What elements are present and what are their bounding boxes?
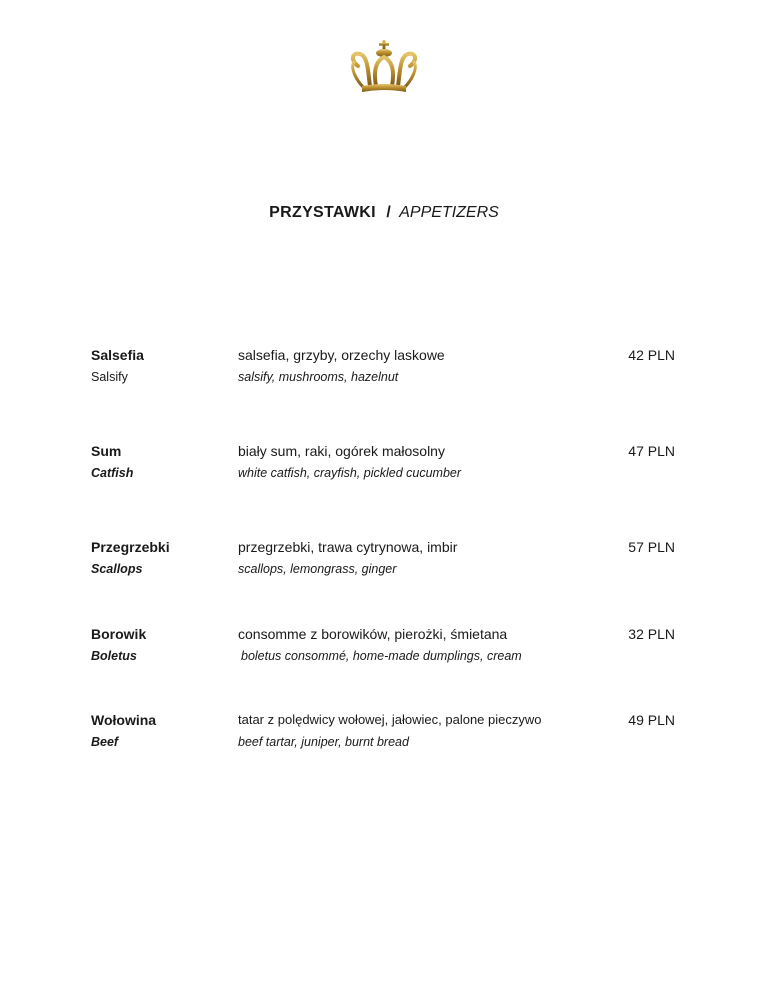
item-description: consomme z borowików, pierożki, śmietana: [238, 626, 508, 642]
item-price: 57 PLN: [628, 539, 675, 555]
item-description: biały sum, raki, ogórek małosolny: [238, 443, 445, 459]
item-name: Przegrzebki: [91, 539, 170, 555]
item-description-english: scallops, lemongrass, ginger: [238, 562, 397, 576]
item-name-english: Boletus: [91, 649, 137, 663]
item-name: Sum: [91, 443, 122, 459]
item-price: 42 PLN: [628, 347, 675, 363]
item-price: 47 PLN: [628, 443, 675, 459]
section-heading: [0, 204, 768, 222]
item-description: tatar z polędwicy wołowej, jałowiec, palone pieczywo: [238, 712, 542, 727]
item-name: Wołowina: [91, 712, 157, 728]
item-name: Salsefia: [91, 347, 144, 363]
heading-english: APPETIZERS: [399, 204, 499, 221]
item-name-english: Catfish: [91, 466, 134, 480]
item-price: 32 PLN: [628, 626, 675, 642]
item-description: salsefia, grzyby, orzechy laskowe: [238, 347, 445, 363]
menu-item-sum: [0, 443, 768, 493]
menu-item-borowik: [0, 626, 768, 676]
item-description: przegrzebki, trawa cytrynowa, imbir: [238, 539, 458, 555]
heading-separator: /: [386, 204, 391, 221]
item-description-english: beef tartar, juniper, burnt bread: [238, 735, 409, 749]
crown-logo-icon: [346, 38, 422, 96]
item-name-english: Salsify: [91, 370, 128, 384]
menu-item-salsefia: [0, 347, 768, 397]
item-price: 49 PLN: [628, 712, 675, 728]
item-description-english: salsify, mushrooms, hazelnut: [238, 370, 399, 384]
menu-item-wolowina: [0, 712, 768, 762]
heading-polish: PRZYSTAWKI: [269, 204, 376, 221]
item-name: Borowik: [91, 626, 147, 642]
item-name-english: Beef: [91, 735, 119, 749]
item-description-english: boletus consommé, home-made dumplings, cream: [241, 649, 522, 663]
item-description-english: white catfish, crayfish, pickled cucumber: [238, 466, 462, 480]
item-name-english: Scallops: [91, 562, 143, 576]
menu-item-przegrzebki: [0, 539, 768, 589]
